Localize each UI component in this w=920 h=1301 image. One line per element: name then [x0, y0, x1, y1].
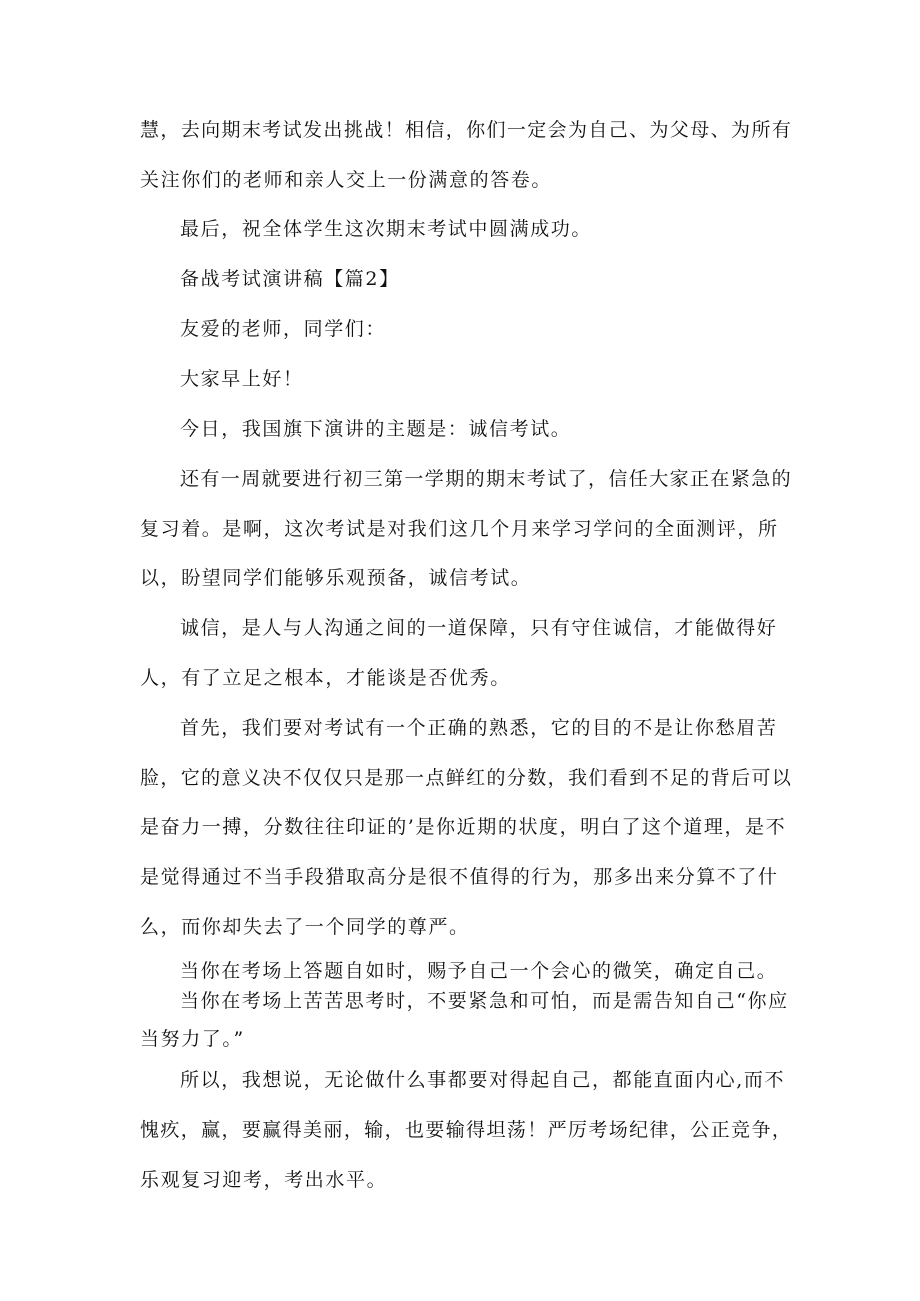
- salutation-line: 友爱的老师，同学们：: [180, 318, 387, 340]
- paragraph-line: 诚信，是人与人沟通之间的一道保障，只有守住诚信，才能做得好: [180, 617, 778, 639]
- paragraph-line: 今日，我国旗下演讲的主题是：诚信考试。: [180, 418, 572, 440]
- paragraph-line: 乐观复习迎考，考出水平。: [140, 1169, 388, 1191]
- paragraph-line: 当你在考场上答题自如时，赐予自己一个会心的微笑，确定自己。: [180, 960, 778, 982]
- paragraph-line: 是觉得通过不当手段猎取高分是很不值得的行为，那多出来分算不了什: [140, 866, 779, 888]
- paragraph-line: 愧疚，赢，要赢得美丽，输，也要输得坦荡！严厉考场纪律，公正竞争，: [140, 1119, 793, 1141]
- section-heading: 备战考试演讲稿【篇2】: [180, 268, 400, 290]
- paragraph-line: 所以，我想说，无论做什么事都要对得起自己，都能直面内心,而不: [180, 1069, 786, 1091]
- paragraph-line: 以，盼望同学们能够乐观预备，诚信考试。: [140, 567, 532, 589]
- paragraph-line: 人，有了立足之根本，才能谈是否优秀。: [140, 667, 511, 689]
- paragraph-line: 么，而你却失去了一个同学的尊严。: [140, 916, 470, 938]
- paragraph-line: 还有一周就要进行初三第一学期的期末考试了，信任大家正在紧急的: [180, 468, 793, 490]
- paragraph-line: 最后，祝全体学生这次期末考试中圆满成功。: [180, 218, 593, 240]
- paragraph-line: 复习着。是啊，这次考试是对我们这几个月来学习学问的全面测评，所: [140, 518, 779, 540]
- paragraph-line: 当努力了。”: [140, 1028, 245, 1050]
- paragraph-line: 关注你们的老师和亲人交上一份满意的答卷。: [140, 169, 553, 191]
- paragraph-line: 是奋力一搏，分数往往印证的’是你近期的状度，明白了这个道理，是不: [140, 816, 787, 838]
- paragraph-line: 当你在考场上苦苦思考时，不要紧急和可怕，而是需告知自己“你应: [180, 990, 789, 1012]
- paragraph-line: 首先，我们要对考试有一个正确的熟悉，它的目的不是让你愁眉苦: [180, 717, 778, 739]
- paragraph-line: 脸，它的意义决不仅仅只是那一点鲜红的分数，我们看到不足的背后可以: [140, 767, 793, 789]
- paragraph-line: 慧，去向期末考试发出挑战！相信，你们一定会为自己、为父母、为所有: [140, 119, 793, 141]
- greeting-line: 大家早上好！: [180, 368, 304, 390]
